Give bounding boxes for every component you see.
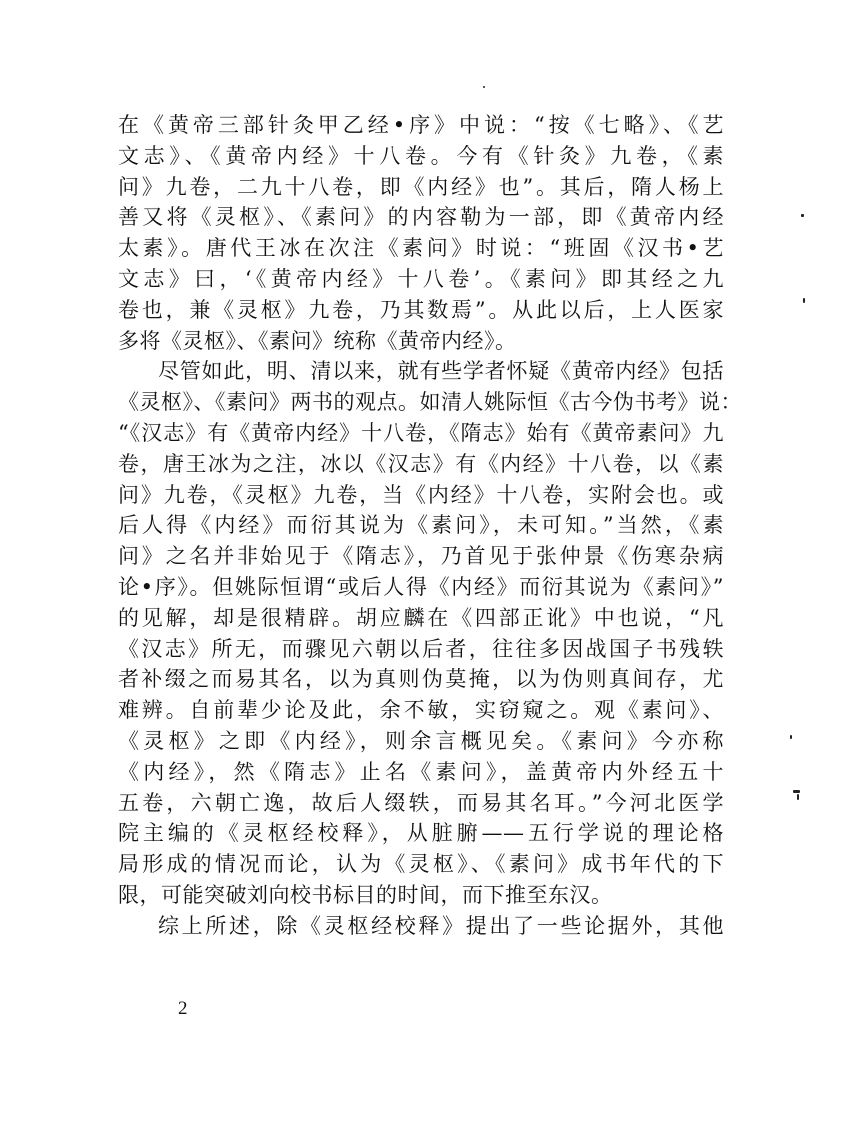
text-line: 限，可能突破刘向校书标目的时间，而下推至东汉。	[118, 883, 613, 907]
text-line: 五卷，六朝亡逸，故后人缀轶，而易其名耳。”今河北医学	[118, 790, 724, 815]
text-line: 文志》、《黄帝内经》十八卷。今有《针灸》九卷，《素	[118, 143, 724, 168]
text-line: 后人得《内经》而衍其说为《素问》，未可知。”当然，《素	[118, 513, 724, 538]
scan-speck	[790, 735, 792, 739]
text-line: 尽管如此，明、清以来，就有些学者怀疑《黄帝内经》包括	[158, 359, 724, 384]
text-line: 论•序》。但姚际恒谓“或后人得《内经》而衍其说为《素问》”	[118, 575, 724, 599]
text-line: 卷也，兼《灵枢》九卷，乃其数焉”。从此以后，上人医家	[118, 297, 724, 322]
scan-speck	[797, 794, 799, 800]
page-number: 2	[178, 998, 188, 1019]
text-line: 难辨。自前辈少论及此，余不敏，实窃窥之。观《素问》、	[118, 698, 724, 723]
scan-speck	[793, 790, 800, 793]
text-line: 卷，唐王冰为之注，冰以《汉志》有《内经》十八卷，以《素	[118, 451, 724, 476]
text-line: 院主编的《灵枢经校释》，从脏腑——五行学说的理论格	[118, 821, 724, 846]
text-line: 《内经》，然《隋志》止名《素问》，盖黄帝内外经五十	[118, 759, 724, 784]
text-line: 的见解，却是很精辟。胡应麟在《四部正讹》中也说，“凡	[118, 605, 724, 630]
text-line: 太素》。唐代王冰在次注《素问》时说：“班固《汉书•艺	[118, 236, 724, 261]
text-line: 问》九卷，《灵枢》九卷，当《内经》十八卷，实附会也。或	[118, 482, 724, 507]
text-line: 问》九卷，二九十八卷，即《内经》也”。其后，隋人杨上	[118, 174, 724, 199]
text-line: 《灵枢》、《素问》两书的观点。如清人姚际恒《古今伪书考》说：	[118, 390, 742, 415]
scan-speck	[801, 214, 804, 217]
scan-speck	[803, 298, 805, 303]
scan-speck	[483, 86, 485, 88]
text-line: 局形成的情况而论，认为《灵枢》、《素问》成书年代的下	[118, 852, 724, 877]
text-line: 文志》曰，‘《黄帝内经》十八卷’。《素问》即其经之九	[118, 267, 724, 291]
text-line: 问》之名并非始见于《隋志》，乃首见于张仲景《伤寒杂病	[118, 544, 724, 569]
text-line: 综上所述，除《灵枢经校释》提出了一些论据外，其他	[158, 913, 724, 938]
text-line: 多将《灵枢》、《素问》统称《黄帝内经》。	[118, 328, 517, 353]
text-line: 在《黄帝三部针灸甲乙经•序》中说：“按《七略》、《艺	[118, 113, 724, 137]
text-line: 者补缀之而易其名，以为真则伪莫掩，以为伪则真间存，尤	[118, 667, 724, 692]
text-line: 《汉志》所无，而骤见六朝以后者，往往多因战国子书残轶	[118, 636, 724, 661]
text-line: 善又将《灵枢》、《素问》的内容勒为一部，即《黄帝内经	[118, 205, 724, 230]
text-line: 《灵枢》之即《内经》，则余言概见矣。《素问》今亦称	[118, 729, 724, 753]
text-line: “《汉志》有《黄帝内经》十八卷，《隋志》始有《黄帝素问》九	[118, 421, 724, 445]
